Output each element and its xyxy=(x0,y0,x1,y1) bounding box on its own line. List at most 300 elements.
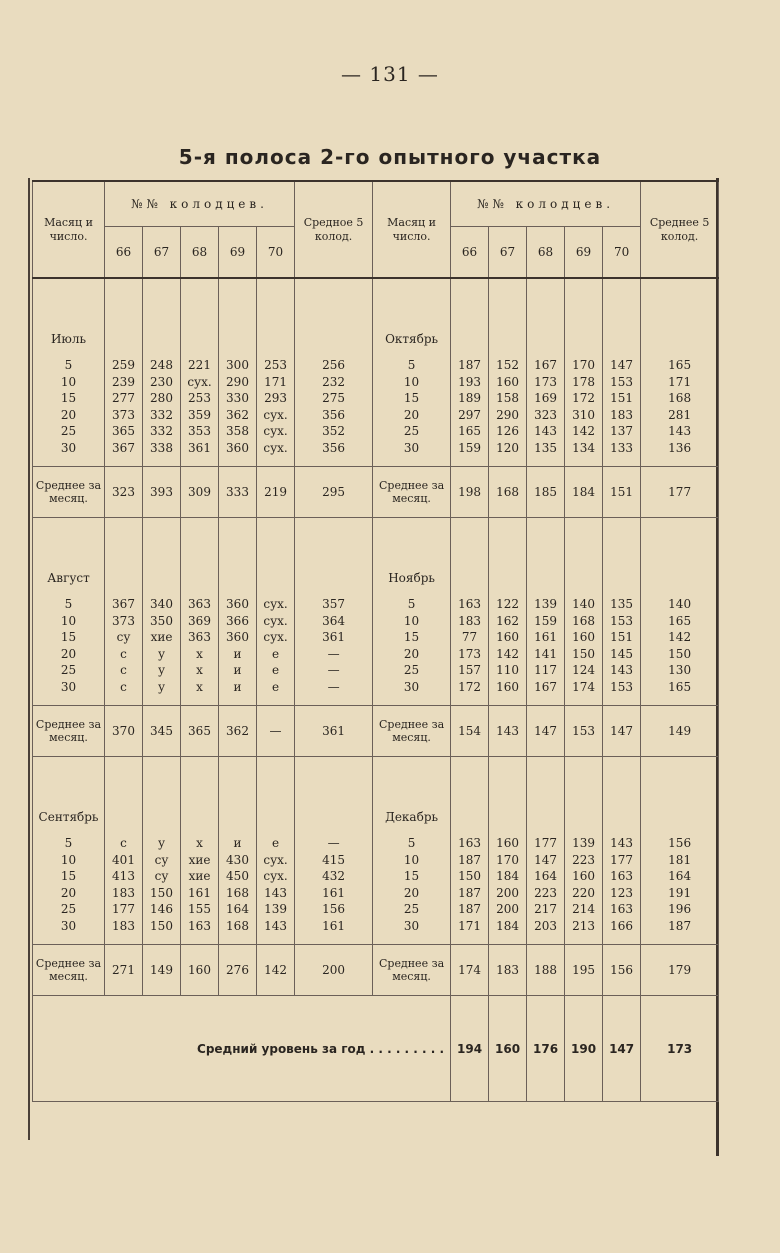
empty-cell xyxy=(181,586,219,596)
empty-cell xyxy=(105,757,143,804)
empty-cell xyxy=(105,325,143,347)
value-cell: 143 xyxy=(257,918,295,935)
monthly-average-value: 183 xyxy=(489,945,527,996)
empty-cell xyxy=(527,586,565,596)
empty-cell xyxy=(181,347,219,357)
value-cell: 184 xyxy=(489,868,527,885)
value-cell: 159 xyxy=(527,613,565,630)
empty-cell xyxy=(451,757,489,804)
empty-cell xyxy=(295,325,373,347)
value-cell: и xyxy=(219,679,257,696)
well-number-header: 66 xyxy=(451,227,489,279)
value-cell: 139 xyxy=(257,901,295,918)
value-cell: 152 xyxy=(489,357,527,374)
monthly-average-value: 168 xyxy=(489,467,527,518)
empty-cell xyxy=(257,1101,295,1102)
value-cell: су xyxy=(143,868,181,885)
day-cell: 30 xyxy=(33,440,105,457)
value-cell: 223 xyxy=(527,885,565,902)
value-cell: х xyxy=(181,835,219,852)
monthly-average-value: 195 xyxy=(565,945,603,996)
empty-cell xyxy=(257,518,295,565)
empty-cell xyxy=(489,347,527,357)
value-cell: 147 xyxy=(527,852,565,869)
table-row xyxy=(33,646,719,663)
empty-cell xyxy=(295,1101,373,1102)
value-cell: 172 xyxy=(451,679,489,696)
empty-cell xyxy=(527,456,565,467)
table-row xyxy=(33,868,719,885)
value-cell: 158 xyxy=(489,390,527,407)
monthly-average-row xyxy=(33,706,719,757)
value-cell: 293 xyxy=(257,390,295,407)
day-cell: 15 xyxy=(33,868,105,885)
value-cell: 77 xyxy=(451,629,489,646)
value-cell: 369 xyxy=(181,613,219,630)
empty-cell xyxy=(373,757,451,804)
monthly-average-value: 147 xyxy=(603,706,641,757)
empty-cell xyxy=(257,825,295,835)
value-cell: 360 xyxy=(219,629,257,646)
table-row xyxy=(33,679,719,696)
wells-header-right: №№ колодцев. xyxy=(451,181,641,227)
value-cell: 122 xyxy=(489,596,527,613)
value-cell: 239 xyxy=(105,374,143,391)
monthly-average-value: 309 xyxy=(181,467,219,518)
empty-cell xyxy=(33,347,105,357)
empty-cell xyxy=(105,934,143,945)
value-cell: 177 xyxy=(105,901,143,918)
table-row xyxy=(33,423,719,440)
empty-cell xyxy=(565,757,603,804)
monthly-average-value: 295 xyxy=(295,467,373,518)
empty-cell xyxy=(105,518,143,565)
empty-cell xyxy=(33,757,105,804)
empty-cell xyxy=(295,347,373,357)
value-cell: 171 xyxy=(451,918,489,935)
monthly-average-value: 143 xyxy=(489,706,527,757)
spacer-row xyxy=(33,825,719,835)
day-cell: 15 xyxy=(373,868,451,885)
average-cell: 156 xyxy=(641,835,719,852)
empty-cell xyxy=(527,934,565,945)
empty-cell xyxy=(603,347,641,357)
value-cell: 163 xyxy=(603,868,641,885)
day-cell: 30 xyxy=(33,679,105,696)
empty-cell xyxy=(143,695,181,706)
empty-cell xyxy=(565,695,603,706)
average-cell: 432 xyxy=(295,868,373,885)
empty-cell xyxy=(33,456,105,467)
day-cell: 10 xyxy=(373,852,451,869)
monthly-average-value: 393 xyxy=(143,467,181,518)
empty-cell xyxy=(33,518,105,565)
day-cell: 5 xyxy=(33,357,105,374)
value-cell: 358 xyxy=(219,423,257,440)
day-cell: 20 xyxy=(33,885,105,902)
average-cell: 143 xyxy=(641,423,719,440)
empty-cell xyxy=(181,456,219,467)
table-row xyxy=(33,852,719,869)
day-cell: 15 xyxy=(373,390,451,407)
value-cell: с xyxy=(105,835,143,852)
yearly-average-value: 194 xyxy=(451,996,489,1102)
value-cell: у xyxy=(143,646,181,663)
empty-cell xyxy=(489,1101,527,1102)
day-cell: 15 xyxy=(33,390,105,407)
average-cell: 164 xyxy=(641,868,719,885)
empty-cell xyxy=(373,586,451,596)
value-cell: 147 xyxy=(603,357,641,374)
day-cell: 5 xyxy=(33,596,105,613)
monthly-average-value: 200 xyxy=(295,945,373,996)
value-cell: 134 xyxy=(565,440,603,457)
value-cell: 178 xyxy=(565,374,603,391)
monthly-average-value: 362 xyxy=(219,706,257,757)
day-cell: 25 xyxy=(373,901,451,918)
monthly-average-value: 149 xyxy=(641,706,719,757)
value-cell: 177 xyxy=(527,835,565,852)
average-cell: 171 xyxy=(641,374,719,391)
empty-cell xyxy=(105,825,143,835)
value-cell: 366 xyxy=(219,613,257,630)
monthly-average-value: 147 xyxy=(527,706,565,757)
empty-cell xyxy=(603,325,641,347)
well-number-header: 70 xyxy=(603,227,641,279)
value-cell: 217 xyxy=(527,901,565,918)
average-cell: 130 xyxy=(641,662,719,679)
well-number-header: 67 xyxy=(143,227,181,279)
value-cell: 172 xyxy=(565,390,603,407)
monthly-average-value: — xyxy=(257,706,295,757)
monthly-average-value: 219 xyxy=(257,467,295,518)
empty-cell xyxy=(489,757,527,804)
empty-cell xyxy=(105,1101,143,1102)
empty-cell xyxy=(565,347,603,357)
monthly-average-label: Среднее за месяц. xyxy=(373,706,451,757)
empty-cell xyxy=(565,934,603,945)
value-cell: 166 xyxy=(603,918,641,935)
empty-cell xyxy=(295,456,373,467)
value-cell: 168 xyxy=(219,918,257,935)
empty-cell xyxy=(105,347,143,357)
value-cell: 300 xyxy=(219,357,257,374)
value-cell: 137 xyxy=(603,423,641,440)
month-label: Сентябрь xyxy=(33,803,105,825)
value-cell: 150 xyxy=(451,868,489,885)
empty-cell xyxy=(641,803,719,825)
empty-cell xyxy=(219,456,257,467)
value-cell: и xyxy=(219,662,257,679)
month-label: Август xyxy=(33,564,105,586)
empty-cell xyxy=(181,518,219,565)
value-cell: сух. xyxy=(257,629,295,646)
monthly-average-value: 177 xyxy=(641,467,719,518)
empty-cell xyxy=(219,825,257,835)
well-number-header: 68 xyxy=(527,227,565,279)
monthly-average-value: 149 xyxy=(143,945,181,996)
monthly-average-value: 276 xyxy=(219,945,257,996)
empty-cell xyxy=(641,347,719,357)
value-cell: 123 xyxy=(603,885,641,902)
table-row xyxy=(33,596,719,613)
value-cell: 165 xyxy=(451,423,489,440)
average-cell: 187 xyxy=(641,918,719,935)
left-border-rule xyxy=(28,178,30,1140)
empty-cell xyxy=(451,325,489,347)
monthly-average-value: 345 xyxy=(143,706,181,757)
empty-cell xyxy=(33,1101,105,1102)
average-cell: 181 xyxy=(641,852,719,869)
monthly-average-row xyxy=(33,467,719,518)
value-cell: 153 xyxy=(603,374,641,391)
value-cell: 297 xyxy=(451,407,489,424)
empty-cell xyxy=(373,695,451,706)
empty-cell xyxy=(527,518,565,565)
empty-cell xyxy=(257,757,295,804)
empty-cell xyxy=(295,825,373,835)
empty-cell xyxy=(143,279,181,325)
table-row xyxy=(33,390,719,407)
empty-cell xyxy=(489,695,527,706)
value-cell: 163 xyxy=(603,901,641,918)
average-cell: 150 xyxy=(641,646,719,663)
average-cell: 356 xyxy=(295,440,373,457)
empty-cell xyxy=(641,757,719,804)
empty-cell xyxy=(451,803,489,825)
empty-cell xyxy=(527,564,565,586)
value-cell: 223 xyxy=(565,852,603,869)
empty-cell xyxy=(257,325,295,347)
day-cell: 25 xyxy=(373,662,451,679)
value-cell: 143 xyxy=(527,423,565,440)
empty-cell xyxy=(451,825,489,835)
empty-cell xyxy=(489,586,527,596)
empty-cell xyxy=(527,1101,565,1102)
month-label: Октябрь xyxy=(373,325,451,347)
average-cell: 232 xyxy=(295,374,373,391)
empty-cell xyxy=(373,1101,451,1102)
empty-cell xyxy=(219,695,257,706)
average-cell: 161 xyxy=(295,918,373,935)
table-row xyxy=(33,629,719,646)
day-cell: 10 xyxy=(373,613,451,630)
empty-cell xyxy=(641,825,719,835)
empty-cell xyxy=(143,825,181,835)
avg-header-right: Среднее 5 колод. xyxy=(641,181,719,278)
well-number-header: 66 xyxy=(105,227,143,279)
monthly-average-value: 151 xyxy=(603,467,641,518)
value-cell: 117 xyxy=(527,662,565,679)
value-cell: 360 xyxy=(219,596,257,613)
average-cell: — xyxy=(295,662,373,679)
empty-cell xyxy=(181,825,219,835)
yearly-average-label: Средний уровень за год . . . . . . . . . xyxy=(33,996,451,1102)
value-cell: с xyxy=(105,662,143,679)
table-row xyxy=(33,835,719,852)
page-number: — 131 — xyxy=(341,62,439,86)
value-cell: 160 xyxy=(565,629,603,646)
empty-cell xyxy=(219,325,257,347)
value-cell: е xyxy=(257,646,295,663)
value-cell: 332 xyxy=(143,407,181,424)
value-cell: 173 xyxy=(451,646,489,663)
value-cell: 350 xyxy=(143,613,181,630)
value-cell: 361 xyxy=(181,440,219,457)
value-cell: 200 xyxy=(489,901,527,918)
day-cell: 30 xyxy=(373,679,451,696)
value-cell: 135 xyxy=(527,440,565,457)
value-cell: 430 xyxy=(219,852,257,869)
value-cell: и xyxy=(219,835,257,852)
value-cell: 159 xyxy=(451,440,489,457)
value-cell: 171 xyxy=(257,374,295,391)
empty-cell xyxy=(451,586,489,596)
empty-cell xyxy=(489,803,527,825)
well-number-header: 69 xyxy=(219,227,257,279)
empty-cell xyxy=(295,279,373,325)
value-cell: 330 xyxy=(219,390,257,407)
empty-cell xyxy=(105,564,143,586)
value-cell: 160 xyxy=(489,679,527,696)
empty-cell xyxy=(641,456,719,467)
value-cell: 140 xyxy=(565,596,603,613)
value-cell: 173 xyxy=(527,374,565,391)
spacer-row xyxy=(33,934,719,945)
empty-cell xyxy=(451,456,489,467)
empty-cell xyxy=(257,695,295,706)
empty-cell xyxy=(451,695,489,706)
average-cell: 357 xyxy=(295,596,373,613)
day-cell: 25 xyxy=(373,423,451,440)
value-cell: 145 xyxy=(603,646,641,663)
value-cell: 177 xyxy=(603,852,641,869)
empty-cell xyxy=(603,803,641,825)
empty-cell xyxy=(33,825,105,835)
value-cell: 189 xyxy=(451,390,489,407)
average-cell: 191 xyxy=(641,885,719,902)
value-cell: 184 xyxy=(489,918,527,935)
monthly-average-value: 153 xyxy=(565,706,603,757)
table-row xyxy=(33,885,719,902)
empty-cell xyxy=(143,1101,181,1102)
empty-cell xyxy=(181,803,219,825)
value-cell: 365 xyxy=(105,423,143,440)
empty-cell xyxy=(527,279,565,325)
table-row xyxy=(33,407,719,424)
value-cell: 450 xyxy=(219,868,257,885)
empty-cell xyxy=(219,347,257,357)
value-cell: у xyxy=(143,679,181,696)
average-cell: 142 xyxy=(641,629,719,646)
day-cell: 10 xyxy=(33,852,105,869)
empty-cell xyxy=(295,934,373,945)
yearly-average-value: 160 xyxy=(489,996,527,1102)
empty-cell xyxy=(181,757,219,804)
empty-cell xyxy=(373,456,451,467)
value-cell: и xyxy=(219,646,257,663)
value-cell: 133 xyxy=(603,440,641,457)
monthly-average-value: 174 xyxy=(451,945,489,996)
empty-cell xyxy=(219,518,257,565)
value-cell: 310 xyxy=(565,407,603,424)
table-row xyxy=(33,440,719,457)
yearly-average-value: 147 xyxy=(603,996,641,1102)
empty-cell xyxy=(219,757,257,804)
value-cell: 160 xyxy=(489,629,527,646)
value-cell: 413 xyxy=(105,868,143,885)
table-row xyxy=(33,918,719,935)
value-cell: 248 xyxy=(143,357,181,374)
empty-cell xyxy=(33,279,105,325)
value-cell: 143 xyxy=(603,835,641,852)
empty-cell xyxy=(33,586,105,596)
well-levels-table xyxy=(32,180,719,1102)
empty-cell xyxy=(603,279,641,325)
value-cell: 401 xyxy=(105,852,143,869)
value-cell: 253 xyxy=(181,390,219,407)
day-cell: 25 xyxy=(33,662,105,679)
table-row xyxy=(33,662,719,679)
yearly-average-value: 176 xyxy=(527,996,565,1102)
monthly-average-value: 160 xyxy=(181,945,219,996)
value-cell: 162 xyxy=(489,613,527,630)
empty-cell xyxy=(565,279,603,325)
value-cell: 277 xyxy=(105,390,143,407)
value-cell: 338 xyxy=(143,440,181,457)
empty-cell xyxy=(603,934,641,945)
monthly-average-value: 370 xyxy=(105,706,143,757)
value-cell: хие xyxy=(143,629,181,646)
empty-cell xyxy=(641,695,719,706)
value-cell: 157 xyxy=(451,662,489,679)
value-cell: 150 xyxy=(565,646,603,663)
value-cell: 259 xyxy=(105,357,143,374)
value-cell: 110 xyxy=(489,662,527,679)
empty-cell xyxy=(373,518,451,565)
value-cell: е xyxy=(257,662,295,679)
value-cell: сух. xyxy=(181,374,219,391)
empty-cell xyxy=(641,279,719,325)
value-cell: 170 xyxy=(489,852,527,869)
empty-cell xyxy=(451,279,489,325)
day-cell: 20 xyxy=(373,646,451,663)
monthly-average-value: 198 xyxy=(451,467,489,518)
value-cell: 153 xyxy=(603,613,641,630)
empty-cell xyxy=(451,934,489,945)
value-cell: 230 xyxy=(143,374,181,391)
value-cell: 187 xyxy=(451,885,489,902)
value-cell: 150 xyxy=(143,885,181,902)
empty-cell xyxy=(181,934,219,945)
block-gap xyxy=(33,279,719,325)
empty-cell xyxy=(143,518,181,565)
empty-cell xyxy=(603,518,641,565)
empty-cell xyxy=(641,325,719,347)
value-cell: х xyxy=(181,646,219,663)
value-cell: 362 xyxy=(219,407,257,424)
value-cell: 168 xyxy=(565,613,603,630)
value-cell: 143 xyxy=(603,662,641,679)
value-cell: е xyxy=(257,835,295,852)
month-label: Июль xyxy=(33,325,105,347)
value-cell: хие xyxy=(181,868,219,885)
empty-cell xyxy=(451,347,489,357)
value-cell: 363 xyxy=(181,629,219,646)
empty-cell xyxy=(603,757,641,804)
yearly-average-value: 190 xyxy=(565,996,603,1102)
empty-cell xyxy=(373,934,451,945)
